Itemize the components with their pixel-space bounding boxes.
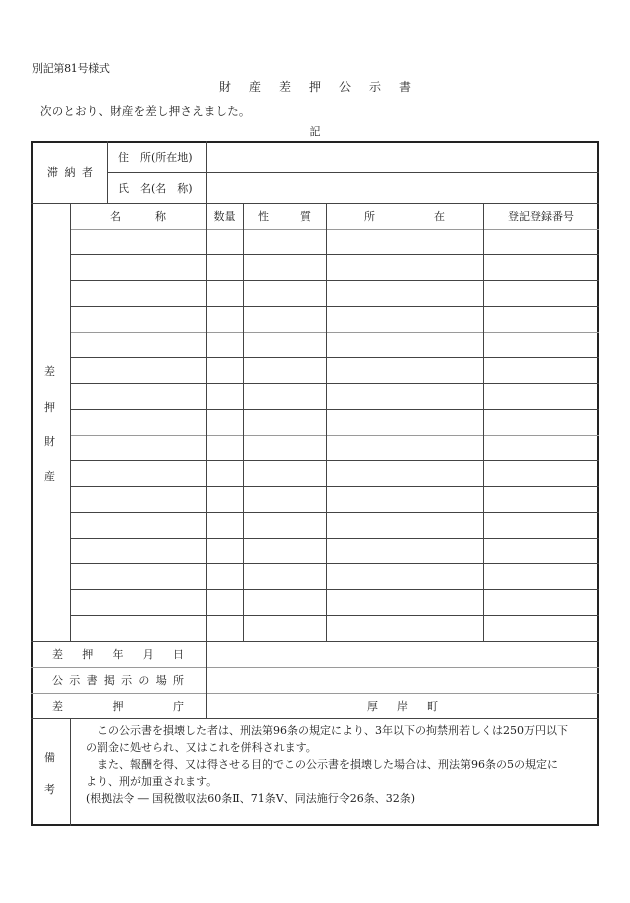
- property-name-cell[interactable]: [71, 384, 206, 409]
- property-registration-cell[interactable]: [484, 255, 598, 280]
- remarks-line: また、報酬を得、又は得させる目的でこの公示書を損壊した場合は、刑法第96条の5の規定に: [86, 758, 558, 771]
- posting-place-field[interactable]: [207, 668, 598, 693]
- column-header-registration: [483, 203, 599, 229]
- label-char: 所: [172, 674, 184, 687]
- label-char: 年: [112, 648, 124, 661]
- property-nature-cell[interactable]: [244, 281, 326, 306]
- property-nature-cell[interactable]: [244, 436, 326, 460]
- value-char: 厚: [367, 699, 378, 713]
- label-char: 場: [155, 674, 167, 687]
- title-char: 公: [339, 80, 352, 94]
- property-name-cell[interactable]: [71, 410, 206, 435]
- property-name-cell[interactable]: [71, 358, 206, 383]
- form-number: 別記第81号様式: [32, 62, 110, 75]
- property-name-cell[interactable]: [71, 230, 206, 254]
- property-name-cell[interactable]: [71, 461, 206, 486]
- property-location-cell[interactable]: [327, 590, 483, 615]
- seizing-office-label: [52, 693, 184, 718]
- property-name-cell[interactable]: [71, 539, 206, 563]
- property-nature-cell[interactable]: [244, 410, 326, 435]
- property-location-cell[interactable]: [327, 358, 483, 383]
- remarks-label-char: 考: [44, 783, 55, 796]
- property-quantity-cell[interactable]: [207, 410, 243, 435]
- posting-place-label: [52, 667, 184, 693]
- title-char: 産: [248, 80, 261, 94]
- property-location-cell[interactable]: [327, 436, 483, 460]
- label-char: 者: [82, 166, 93, 179]
- property-location-cell[interactable]: [327, 410, 483, 435]
- property-registration-cell[interactable]: [484, 410, 598, 435]
- property-quantity-cell[interactable]: [207, 487, 243, 512]
- property-registration-cell[interactable]: [484, 384, 598, 409]
- property-quantity-cell[interactable]: [207, 358, 243, 383]
- property-nature-cell[interactable]: [244, 539, 326, 563]
- property-registration-cell[interactable]: [484, 307, 598, 332]
- label-char: 差: [52, 699, 63, 713]
- divider: [107, 141, 108, 203]
- title-char: 差: [278, 80, 291, 94]
- remarks-text: [86, 722, 596, 807]
- label-char: 書: [86, 674, 98, 687]
- document-title: [0, 78, 630, 95]
- remarks-line: この公示書を損壊した者は、刑法第96条の規定により、3年以下の拘禁刑若しくは250万円以下: [86, 724, 568, 737]
- seized-property-label-char: 産: [44, 470, 55, 483]
- property-name-cell[interactable]: [71, 513, 206, 538]
- property-registration-cell[interactable]: [484, 461, 598, 486]
- property-location-cell[interactable]: [327, 255, 483, 280]
- property-quantity-cell[interactable]: [207, 590, 243, 615]
- label-char: 月: [142, 648, 154, 661]
- label-char: 掲: [103, 674, 115, 687]
- property-registration-cell[interactable]: [484, 358, 598, 383]
- property-registration-cell[interactable]: [484, 281, 598, 306]
- column-header-quantity: [206, 203, 243, 229]
- header-char: 性: [258, 210, 269, 223]
- property-location-cell[interactable]: [327, 461, 483, 486]
- property-quantity-cell[interactable]: [207, 564, 243, 589]
- title-char: 示: [369, 80, 382, 94]
- property-registration-cell[interactable]: [484, 333, 598, 357]
- property-nature-cell[interactable]: [244, 590, 326, 615]
- property-name-cell[interactable]: [71, 333, 206, 357]
- value-char: 町: [427, 699, 438, 713]
- property-nature-cell[interactable]: [244, 513, 326, 538]
- property-nature-cell[interactable]: [244, 307, 326, 332]
- property-name-cell[interactable]: [71, 255, 206, 280]
- title-char: 書: [399, 80, 412, 94]
- property-nature-cell[interactable]: [244, 384, 326, 409]
- property-quantity-cell[interactable]: [207, 461, 243, 486]
- name-field[interactable]: [207, 173, 598, 203]
- header-char: 名: [110, 210, 121, 223]
- property-location-cell[interactable]: [327, 539, 483, 563]
- property-nature-cell[interactable]: [244, 333, 326, 357]
- label-char: の: [138, 674, 150, 687]
- column-header-nature: [258, 203, 311, 229]
- property-quantity-cell[interactable]: [207, 384, 243, 409]
- remarks-label-char: 備: [44, 751, 55, 764]
- seized-property-label-char: 差: [44, 365, 55, 378]
- header-char: 登記登録番号: [508, 210, 574, 223]
- property-name-cell[interactable]: [71, 487, 206, 512]
- header-char: 数量: [213, 210, 236, 223]
- header-char: 称: [155, 210, 166, 223]
- header-char: 在: [434, 210, 445, 223]
- seized-property-label-char: 財: [44, 435, 55, 448]
- label-char: 日: [173, 648, 184, 661]
- label-char: 押: [82, 648, 94, 661]
- title-char: 押: [308, 80, 321, 94]
- property-registration-cell[interactable]: [484, 487, 598, 512]
- address-field[interactable]: [207, 142, 598, 172]
- label-char: 差: [52, 648, 63, 661]
- property-name-cell[interactable]: [71, 281, 206, 306]
- remarks-line: より、刑が加重されます。: [86, 775, 218, 788]
- title-char: 財: [218, 80, 231, 94]
- property-location-cell[interactable]: [327, 333, 483, 357]
- header-char: 所: [364, 210, 375, 223]
- property-registration-cell[interactable]: [484, 564, 598, 589]
- property-nature-cell[interactable]: [244, 564, 326, 589]
- remarks-line: (根拠法令 ― 国税徴収法60条Ⅱ、71条Ⅴ、同法施行令26条、32条): [86, 792, 415, 805]
- seizing-office-value: [367, 693, 438, 718]
- property-nature-cell[interactable]: [244, 358, 326, 383]
- header-char: 質: [300, 210, 311, 223]
- label-char: 滞: [47, 166, 58, 179]
- seizure-date-field[interactable]: [207, 642, 598, 667]
- property-location-cell[interactable]: [327, 564, 483, 589]
- property-nature-cell[interactable]: [244, 461, 326, 486]
- property-quantity-cell[interactable]: [207, 333, 243, 357]
- property-location-cell[interactable]: [327, 230, 483, 254]
- property-location-cell[interactable]: [327, 384, 483, 409]
- delinquent-label: [47, 141, 93, 203]
- property-location-cell[interactable]: [327, 307, 483, 332]
- remarks-line: の罰金に処せられ、又はこれを併科されます。: [86, 741, 317, 754]
- label-char: 庁: [173, 699, 184, 713]
- property-registration-cell[interactable]: [484, 539, 598, 563]
- divider: [70, 718, 71, 826]
- column-header-name: [110, 203, 166, 229]
- divider: [31, 718, 599, 719]
- property-registration-cell[interactable]: [484, 230, 598, 254]
- property-quantity-cell[interactable]: [207, 616, 243, 641]
- property-nature-cell[interactable]: [244, 616, 326, 641]
- property-nature-cell[interactable]: [244, 255, 326, 280]
- property-location-cell[interactable]: [327, 513, 483, 538]
- column-header-location: [364, 203, 445, 229]
- label-char: 押: [112, 699, 124, 713]
- property-quantity-cell[interactable]: [207, 255, 243, 280]
- property-name-cell[interactable]: [71, 564, 206, 589]
- property-registration-cell[interactable]: [484, 616, 598, 641]
- seized-property-label-char: 押: [44, 401, 55, 414]
- intro-text: 次のとおり、財産を差し押さえました。: [40, 104, 251, 118]
- property-name-cell[interactable]: [71, 590, 206, 615]
- name-label: 氏 名(名 称): [118, 181, 193, 195]
- property-name-cell[interactable]: [71, 616, 206, 641]
- property-registration-cell[interactable]: [484, 590, 598, 615]
- property-registration-cell[interactable]: [484, 513, 598, 538]
- label-char: 納: [64, 166, 76, 179]
- property-quantity-cell[interactable]: [207, 513, 243, 538]
- property-location-cell[interactable]: [327, 487, 483, 512]
- property-quantity-cell[interactable]: [207, 539, 243, 563]
- property-location-cell[interactable]: [327, 616, 483, 641]
- property-quantity-cell[interactable]: [207, 230, 243, 254]
- property-quantity-cell[interactable]: [207, 436, 243, 460]
- label-char: 公: [52, 674, 63, 687]
- property-name-cell[interactable]: [71, 436, 206, 460]
- property-nature-cell[interactable]: [244, 487, 326, 512]
- property-quantity-cell[interactable]: [207, 307, 243, 332]
- property-name-cell[interactable]: [71, 307, 206, 332]
- property-registration-cell[interactable]: [484, 436, 598, 460]
- label-char: 示: [69, 674, 81, 687]
- label-char: 示: [121, 674, 133, 687]
- address-label: 住 所(所在地): [118, 150, 193, 164]
- property-nature-cell[interactable]: [244, 230, 326, 254]
- property-quantity-cell[interactable]: [207, 281, 243, 306]
- seizure-date-label: [52, 641, 184, 667]
- ki-heading: 記: [309, 125, 321, 138]
- value-char: 岸: [397, 699, 408, 713]
- property-location-cell[interactable]: [327, 281, 483, 306]
